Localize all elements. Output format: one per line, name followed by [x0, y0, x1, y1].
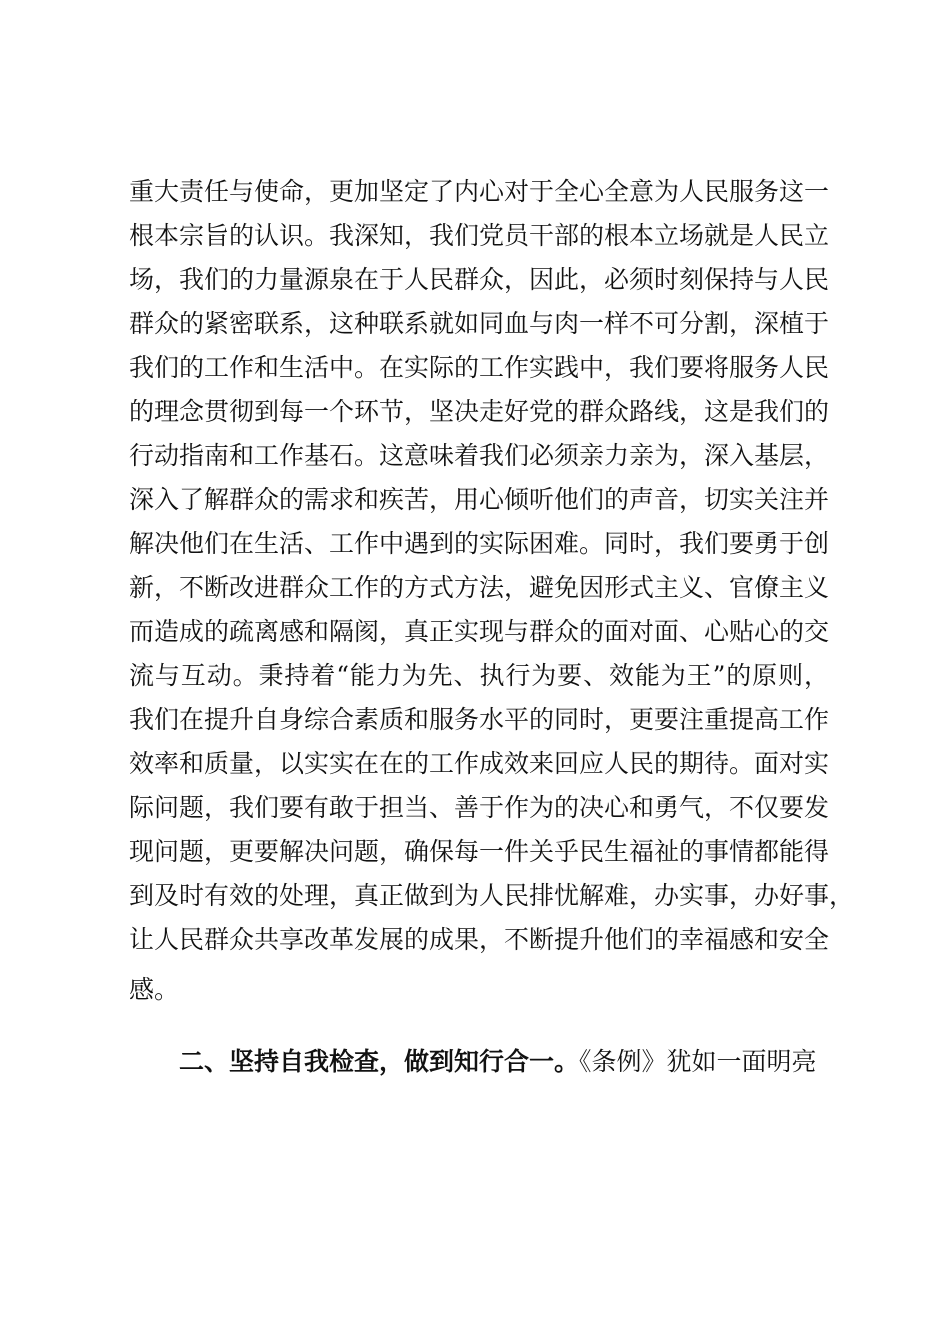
- paragraph-line: 群众的紧密联系，这种联系就如同血与肉一样不可分割，深植于: [129, 309, 830, 338]
- paragraph-line: 到及时有效的处理，真正做到为人民排忧解难，办实事，办好事，: [129, 881, 855, 910]
- paragraph-line: 解决他们在生活、工作中遇到的实际困难。同时，我们要勇于创: [129, 529, 830, 558]
- paragraph-line: 流与互动。秉持着“能力为先、执行为要、效能为王”的原则，: [129, 661, 829, 690]
- paragraph-line: 我们的工作和生活中。在实际的工作实践中，我们要将服务人民: [129, 353, 830, 382]
- section-heading-continuation: 《条例》犹如一面明亮: [579, 1047, 817, 1076]
- paragraph-line: 现问题，更要解决问题，确保每一件关乎民生福祉的事情都能得: [129, 837, 830, 866]
- paragraph-line: 际问题，我们要有敢于担当、善于作为的决心和勇气，不仅要发: [129, 793, 830, 822]
- section-heading-line: [129, 1040, 829, 1084]
- paragraph-line: 而造成的疏离感和隔阂，真正实现与群众的面对面、心贴心的交: [129, 617, 830, 646]
- paragraph-line: 新，不断改进群众工作的方式方法，避免因形式主义、官僚主义: [129, 573, 830, 602]
- paragraph-line: 重大责任与使命，更加坚定了内心对于全心全意为人民服务这一: [129, 177, 830, 206]
- section-heading: 二、坚持自我检查，做到知行合一。: [179, 1047, 580, 1076]
- paragraph-line-last: 感。: [129, 975, 180, 1004]
- paragraph-line: 深入了解群众的需求和疾苦，用心倾听他们的声音，切实关注并: [129, 485, 830, 514]
- paragraph-line: 效率和质量，以实实在在的工作成效来回应人民的期待。面对实: [129, 749, 830, 778]
- paragraph-line: 行动指南和工作基石。这意味着我们必须亲力亲为，深入基层，: [129, 441, 830, 470]
- paragraph-line: 场，我们的力量源泉在于人民群众，因此，必须时刻保持与人民: [129, 265, 830, 294]
- paragraph-line: 的理念贯彻到每一个环节，坚决走好党的群众路线，这是我们的: [129, 397, 830, 426]
- paragraph-line: 让人民群众共享改革发展的成果，不断提升他们的幸福感和安全: [129, 925, 830, 954]
- paragraph-line: 我们在提升自身综合素质和服务水平的同时，更要注重提高工作: [129, 705, 830, 734]
- paragraph-line: 根本宗旨的认识。我深知，我们党员干部的根本立场就是人民立: [129, 221, 830, 250]
